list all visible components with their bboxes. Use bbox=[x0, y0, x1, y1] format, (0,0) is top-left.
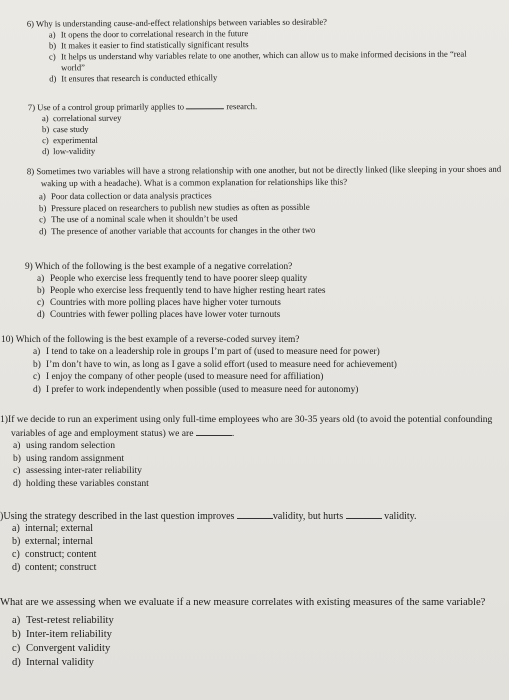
option-text: Countries with more polling places have higher voter turnouts bbox=[50, 298, 281, 308]
question-number: 8) bbox=[26, 166, 35, 177]
option-letter: d) bbox=[42, 146, 50, 157]
option-text: Test-retest reliability bbox=[26, 614, 114, 626]
option-text: People who exercise less frequently tend to have higher resting heart rates bbox=[50, 286, 326, 296]
option-list bbox=[37, 273, 509, 321]
question-stem bbox=[0, 596, 509, 610]
question-6 bbox=[27, 15, 509, 84]
option-d[interactable] bbox=[13, 478, 509, 491]
option-list bbox=[12, 614, 509, 670]
question-stem bbox=[0, 414, 509, 440]
option-text: It ensures that research is conducted ethically bbox=[61, 72, 218, 84]
option-text: The presence of another variable that accounts for changes in the other two bbox=[51, 224, 316, 236]
option-d[interactable] bbox=[37, 309, 509, 321]
option-letter: b) bbox=[12, 628, 21, 640]
option-text: experimental bbox=[53, 134, 98, 146]
option-letter: b) bbox=[39, 202, 47, 213]
option-text: It makes it easier to find statistically significant results bbox=[60, 39, 249, 51]
option-d[interactable] bbox=[49, 70, 509, 84]
option-letter: d) bbox=[33, 384, 41, 395]
option-letter: a) bbox=[37, 274, 45, 284]
question-13 bbox=[0, 596, 509, 670]
question-9 bbox=[25, 262, 509, 321]
option-text: Convergent validity bbox=[26, 642, 111, 654]
option-text: Inter-item reliability bbox=[26, 628, 112, 640]
option-letter: c) bbox=[42, 135, 49, 146]
option-text: correlational survey bbox=[52, 112, 122, 124]
question-text-end: research. bbox=[226, 101, 258, 112]
question-text: Which of the following is the best example of a negative correlation? bbox=[34, 262, 293, 272]
option-letter: d) bbox=[12, 562, 21, 573]
option-d[interactable] bbox=[42, 144, 509, 157]
question-number: ) bbox=[0, 511, 4, 522]
option-a[interactable] bbox=[13, 440, 509, 453]
option-text: low-validity bbox=[53, 145, 96, 157]
option-letter: a) bbox=[38, 191, 46, 202]
option-b[interactable] bbox=[33, 359, 509, 372]
question-12 bbox=[0, 510, 509, 574]
option-list bbox=[13, 440, 509, 490]
answer-blank[interactable] bbox=[186, 100, 224, 109]
option-list bbox=[39, 189, 509, 237]
option-d[interactable] bbox=[12, 561, 509, 574]
option-b[interactable] bbox=[12, 535, 509, 548]
question-10 bbox=[1, 335, 509, 396]
option-letter: a) bbox=[33, 347, 41, 357]
option-letter: c) bbox=[12, 549, 20, 560]
option-a[interactable] bbox=[33, 346, 509, 359]
option-letter: a) bbox=[12, 614, 21, 626]
option-letter: b) bbox=[13, 452, 21, 464]
option-list bbox=[33, 346, 509, 396]
option-text: using random selection bbox=[26, 440, 115, 451]
option-text: It opens the door to correlational research in the future bbox=[60, 28, 249, 40]
option-letter: b) bbox=[12, 536, 21, 547]
option-letter: a) bbox=[13, 440, 21, 451]
question-text-end: validity. bbox=[384, 511, 417, 522]
option-b[interactable] bbox=[12, 628, 509, 642]
question-number: 9) bbox=[25, 262, 33, 272]
question-number: 10) bbox=[1, 335, 14, 345]
option-letter: d) bbox=[12, 656, 21, 668]
question-text: What are we assessing when we evaluate if a new measure correlates with existing measures of the same variable? bbox=[0, 597, 486, 608]
option-letter: c) bbox=[33, 372, 41, 383]
option-letter: a) bbox=[12, 523, 20, 534]
option-letter: b) bbox=[41, 124, 50, 135]
question-text: Sometimes two variables will have a strong relationship with one another, but not be directly linked (like sleeping in your shoes and waking up with a headache). What is a common explanation for relationships like this? bbox=[36, 163, 502, 188]
option-c[interactable] bbox=[49, 49, 481, 74]
question-stem bbox=[25, 262, 509, 273]
question-11 bbox=[0, 414, 509, 490]
option-b[interactable] bbox=[13, 453, 509, 466]
option-text: Pressure placed on researchers to publish new studies as often as possible bbox=[51, 201, 310, 213]
option-letter: c) bbox=[12, 642, 21, 654]
option-text: I tend to take on a leadership role in groups I’m part of (used to measure need for power) bbox=[46, 347, 380, 357]
option-text: assessing inter-rater reliability bbox=[26, 465, 142, 476]
option-letter: c) bbox=[39, 214, 46, 225]
question-stem bbox=[0, 510, 509, 522]
option-text: content; construct bbox=[25, 562, 97, 573]
question-7 bbox=[28, 99, 509, 158]
option-text: The use of a nominal scale when it shouldn’t be used bbox=[51, 213, 238, 225]
answer-blank[interactable] bbox=[196, 427, 232, 436]
option-list bbox=[49, 26, 509, 84]
option-c[interactable] bbox=[12, 642, 509, 656]
option-letter: b) bbox=[33, 359, 41, 370]
option-text: I enjoy the company of other people (used to measure need for affiliation) bbox=[46, 372, 324, 383]
option-letter: d) bbox=[13, 477, 21, 489]
answer-blank-2[interactable] bbox=[346, 510, 382, 519]
question-text: Which of the following is the best example of a reverse-coded survey item? bbox=[15, 335, 300, 345]
option-text: using random assignment bbox=[26, 452, 125, 464]
option-text: external; internal bbox=[25, 536, 94, 547]
question-text: If we decide to run an experiment using only full-time employees who are 30-35 years old (to avoid the potential confounding variables of age and employment status) we are bbox=[8, 414, 493, 439]
question-text-end: . bbox=[231, 427, 235, 439]
option-text: Internal validity bbox=[26, 656, 94, 668]
question-8 bbox=[27, 164, 509, 238]
option-letter: c) bbox=[37, 298, 45, 308]
option-d[interactable] bbox=[12, 656, 509, 670]
question-text: Why is understanding cause-and-effect relationships between variables so desirable? bbox=[35, 16, 327, 29]
option-text: case study bbox=[52, 123, 89, 135]
option-d[interactable] bbox=[33, 384, 509, 397]
answer-blank-1[interactable] bbox=[237, 510, 273, 519]
option-letter: b) bbox=[37, 286, 45, 296]
option-letter: d) bbox=[39, 225, 47, 236]
option-c[interactable] bbox=[13, 465, 509, 478]
option-c[interactable] bbox=[12, 548, 509, 561]
question-stem bbox=[27, 164, 509, 190]
question-text: Using the strategy described in the last question improves bbox=[3, 511, 235, 522]
option-text: construct; content bbox=[25, 549, 97, 560]
option-list bbox=[42, 111, 509, 157]
option-b[interactable] bbox=[37, 285, 509, 297]
option-text: Countries with fewer polling places have lower voter turnouts bbox=[50, 310, 281, 320]
question-number: 1) bbox=[0, 414, 8, 425]
question-stem bbox=[1, 335, 509, 346]
option-letter: d) bbox=[37, 310, 45, 320]
option-letter: a) bbox=[41, 113, 49, 124]
option-a[interactable] bbox=[12, 614, 509, 628]
option-text: holding these variables constant bbox=[26, 477, 149, 489]
option-letter: a) bbox=[48, 29, 56, 40]
option-a[interactable] bbox=[12, 522, 509, 535]
question-number: 7) bbox=[27, 102, 36, 113]
option-letter: b) bbox=[48, 40, 57, 51]
option-a[interactable] bbox=[37, 273, 509, 285]
option-text: It helps us understand why variables relate to one another, which can allow us to make informed decisions in the “real world” bbox=[61, 48, 467, 73]
option-letter: d) bbox=[49, 73, 57, 84]
option-text: Poor data collection or data analysis practices bbox=[50, 190, 212, 202]
option-list bbox=[12, 522, 509, 574]
option-letter: c) bbox=[49, 51, 56, 62]
option-letter: c) bbox=[13, 465, 21, 476]
option-c[interactable] bbox=[33, 371, 509, 384]
question-text-middle: validity, but hurts bbox=[272, 511, 344, 522]
option-text: I prefer to work independently when possible (used to measure need for autonomy) bbox=[46, 384, 359, 395]
option-text: People who exercise less frequently tend to have poorer sleep quality bbox=[50, 274, 308, 284]
question-text: Use of a control group primarily applies to bbox=[37, 101, 185, 113]
option-text: internal; external bbox=[25, 523, 94, 534]
option-d[interactable] bbox=[39, 223, 509, 237]
option-text: I’m don’t have to win, as long as I gave a solid effort (used to measure need for achievement) bbox=[46, 359, 397, 370]
option-c[interactable] bbox=[37, 297, 509, 309]
question-number: 6) bbox=[26, 18, 35, 29]
